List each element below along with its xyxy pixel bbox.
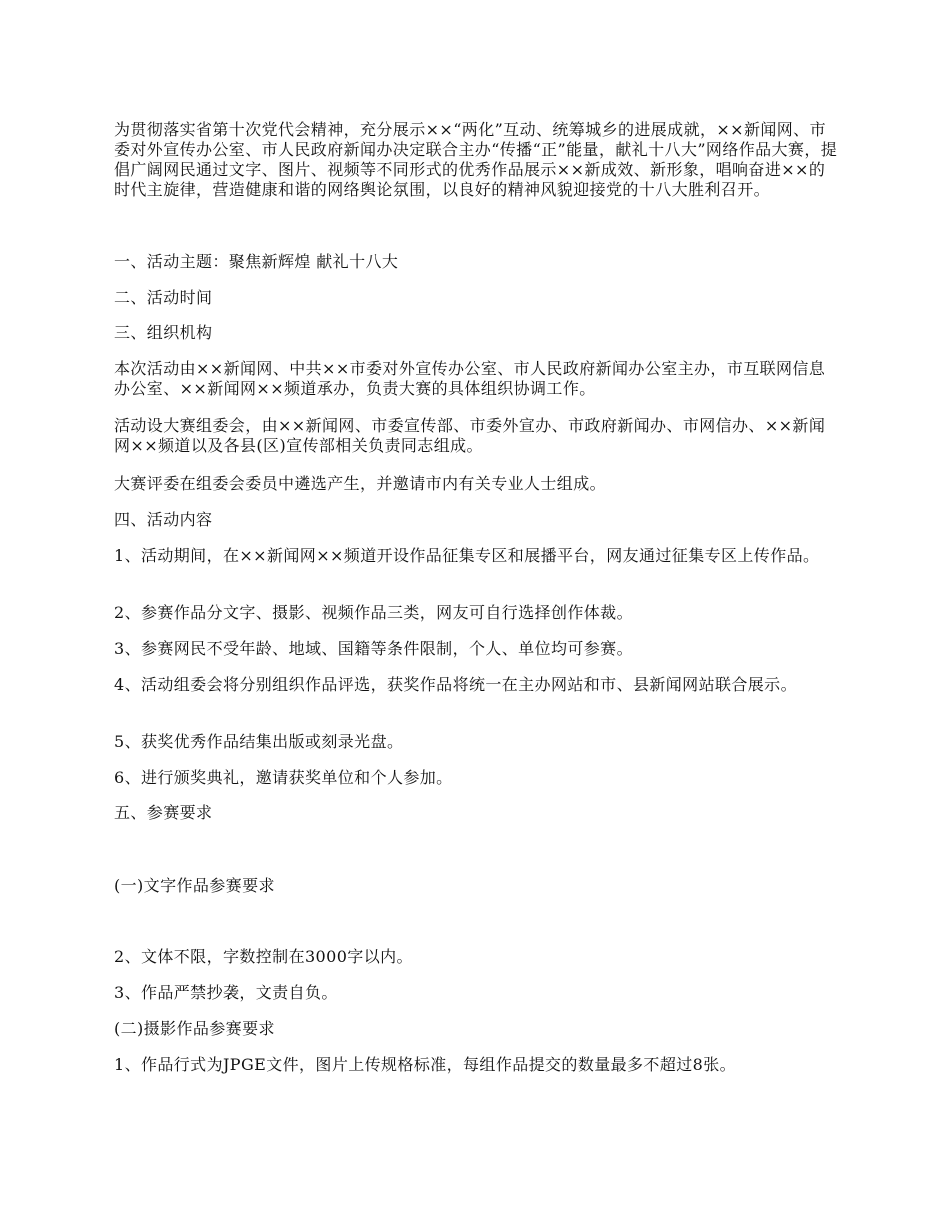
section-heading-content: 四、活动内容 bbox=[114, 510, 213, 529]
content-item-1: 1、活动期间，在××新闻网××频道开设作品征集专区和展播平台，网友通过征集专区上传作品。 bbox=[114, 546, 820, 565]
text-requirement-3: 3、作品严禁抄袭，文责自负。 bbox=[114, 983, 338, 1002]
section-heading-theme: 一、活动主题：聚焦新辉煌 献礼十八大 bbox=[114, 252, 399, 271]
section-heading-time: 二、活动时间 bbox=[114, 288, 213, 307]
subheading-photo-requirements: (二)摄影作品参赛要求 bbox=[114, 1019, 275, 1038]
text-requirement-2: 2、文体不限，字数控制在3000字以内。 bbox=[114, 947, 413, 966]
content-item-2: 2、参赛作品分文字、摄影、视频作品三类，网友可自行选择创作体裁。 bbox=[114, 603, 633, 622]
content-item-6: 6、进行颁奖典礼，邀请获奖单位和个人参加。 bbox=[114, 768, 453, 787]
organization-paragraph-3: 大赛评委在组委会委员中遴选产生，并邀请市内有关专业人士组成。 bbox=[114, 474, 607, 493]
organization-paragraph-1: 本次活动由××新闻网、中共××市委对外宣传办公室、市人民政府新闻办公室主办，市互联网信息办公室、××新闻网××频道承办，负责大赛的具体组织协调工作。 bbox=[114, 359, 826, 398]
section-heading-organization: 三、组织机构 bbox=[114, 323, 213, 342]
content-item-3: 3、参赛网民不受年龄、地域、国籍等条件限制，个人、单位均可参赛。 bbox=[114, 639, 633, 658]
photo-requirement-1: 1、作品行式为JPGE文件，图片上传规格标准，每组作品提交的数量最多不超过8张。 bbox=[114, 1055, 737, 1074]
content-item-5: 5、获奖优秀作品结集出版或刻录光盘。 bbox=[114, 732, 404, 751]
section-heading-requirements: 五、参赛要求 bbox=[114, 803, 213, 822]
content-item-4: 4、活动组委会将分别组织作品评选，获奖作品将统一在主办网站和市、县新闻网站联合展示。 bbox=[114, 675, 797, 694]
intro-paragraph: 为贯彻落实省第十次党代会精神，充分展示××“两化”互动、统筹城乡的进展成就，××新闻网、市委对外宣传办公室、市人民政府新闻办决定联合主办“传播“正”能量，献礼十八大”网络作品大赛，提倡广阔网民通过文字、图片、视频等不同形式的优秀作品展示××新成效、新形象，唱响奋进××的时代主旋律，营造健康和谐的网络舆论氛围，以良好的精神风貌迎接党的十八大胜利召开。 bbox=[114, 120, 838, 199]
organization-paragraph-2: 活动设大赛组委会，由××新闻网、市委宣传部、市委外宣办、市政府新闻办、市网信办、××新闻网××频道以及各县(区)宣传部相关负责同志组成。 bbox=[114, 416, 826, 455]
subheading-text-requirements: (一)文字作品参赛要求 bbox=[114, 876, 275, 895]
